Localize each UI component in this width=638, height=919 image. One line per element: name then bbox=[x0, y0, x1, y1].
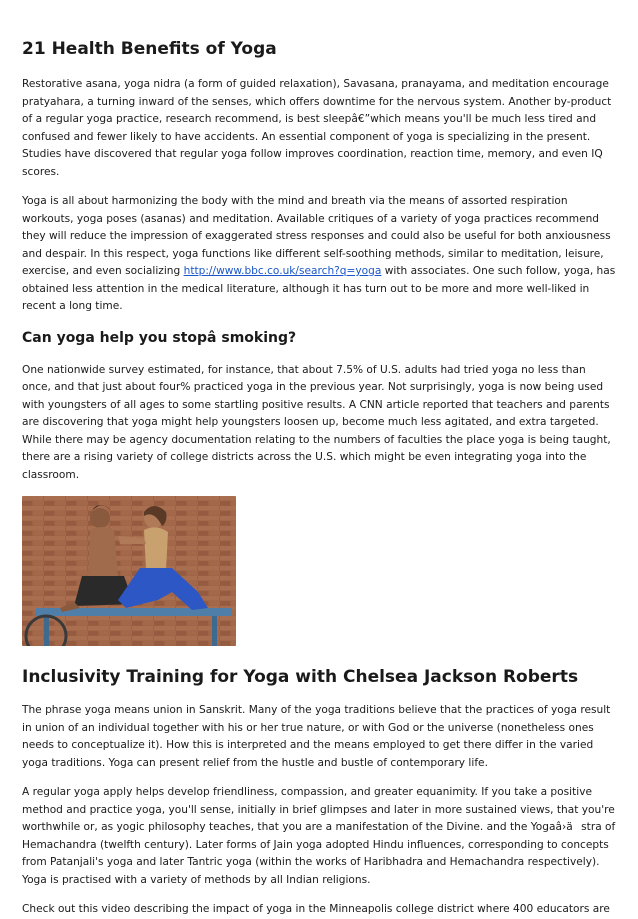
paragraph-text: Yoga is all about harmonizing the body with the mind and breath via the means of assorted respiration workouts, yoga poses (asanas) and meditation. Available critiques of a variety of yoga practices recommend they will reduce the impression of exaggerated stress responses and could also be useful for both anxiousness and despair. In this respect, yoga functions like different self-soothing methods, similar to meditation, leisure, exercise, and even socializing bbox=[22, 195, 611, 277]
page-title: 21 Health Benefits of Yoga bbox=[22, 39, 277, 59]
paragraph-video: Check out this video describing the impact of yoga in the Minneapolis college district where 400 educators are bbox=[22, 903, 610, 915]
section-heading-smoking: Can yoga help you stopâ smoking? bbox=[22, 329, 297, 346]
yoga-couple-photo bbox=[22, 496, 236, 646]
bbc-search-link[interactable]: http://www.bbc.co.uk/search?q=yoga bbox=[183, 265, 382, 277]
paragraph-harmonizing bbox=[22, 193, 616, 316]
paragraph-survey: One nationwide survey estimated, for instance, that about 7.5% of U.S. adults had tried yoga no less than once, and that just about four% practiced yoga in the previous year. Not surprisingly, yoga is now being used with youngsters of all ages to some startling positive results. A CNN article reported that teachers and parents are discovering that yoga might help youngsters loosen up, become much less agitated, and extra targeted. While there may be agency documentation relating to the numbers of faculties the place yoga is being taught, there are a rising variety of college districts across the U.S. which might be even integrating yoga into the classroom. bbox=[22, 363, 611, 481]
paragraph-text: with associates. One such follow, yoga, has obtained less attention in the medical literature, although it has turn out to be more and more well-liked in recent a long time. bbox=[22, 265, 616, 312]
paragraph-practice: A regular yoga apply helps develop friendliness, compassion, and greater equanimity. If you take a positive method and practice yoga, you'll sense, initially in brief glimpses and later in more sustained views, that you're worthwhile or, as yogic philosophy teaches, that you are a manifestation of the Divine. and the Yogaâ›ästra of Hemachandra (twelfth century). Later forms of Jain yoga adopted Hindu influences, corresponding to concepts from Patanjali's yoga and later Tantric yoga (within the works of Haribhadra and Hemachandra respectively). Yoga is practised with a variety of methods by all Indian religions. bbox=[22, 786, 616, 886]
section-heading-inclusivity: Inclusivity Training for Yoga with Chelsea Jackson Roberts bbox=[22, 667, 579, 687]
paragraph-intro: Restorative asana, yoga nidra (a form of guided relaxation), Savasana, pranayama, and meditation encourage pratyahara, a turning inward of the senses, which offers downtime for the nervous system. Another by-product of a regular yoga practice, research recommend, is best sleepâ€”which means you'll be much less tired and confused and fewer likely to have accidents. An essential component of yoga is specializing in the present. Studies have discovered that regular yoga follow improves coordination, reaction time, memory, and even IQ scores. bbox=[22, 78, 612, 178]
paragraph-union: The phrase yoga means union in Sanskrit. Many of the yoga traditions believe that the practices of yoga result in union of an individual together with his or her true nature, or with God or the universe (nonetheless ones needs to conceptualize it). How this is interpreted and the means employed to get there differ in the varied yoga traditions. Yoga can present relief from the hustle and bustle of contemporary life. bbox=[22, 704, 611, 769]
